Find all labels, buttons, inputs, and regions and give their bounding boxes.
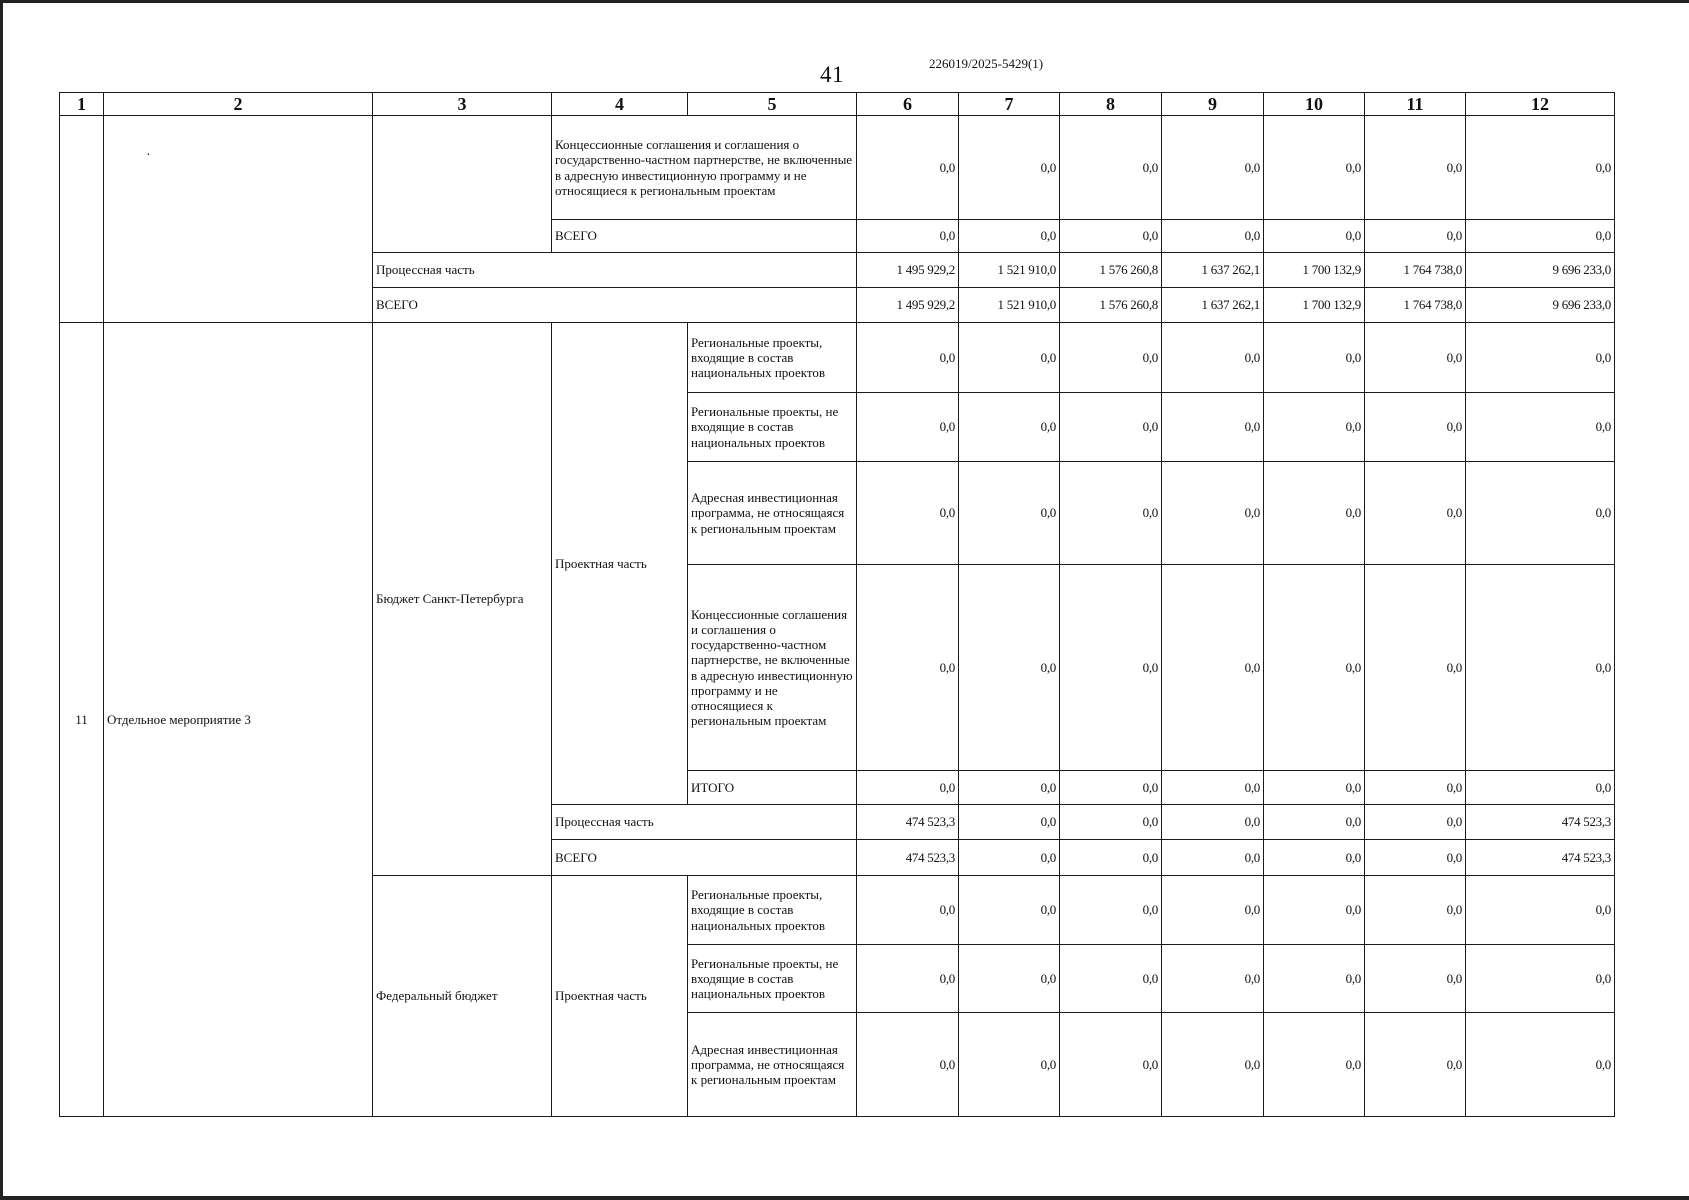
value-cell: 0,0 (959, 876, 1060, 945)
value-cell: 0,0 (1162, 840, 1264, 876)
row-label: ВСЕГО (552, 220, 857, 253)
funding-source: Бюджет Санкт-Петербурга (373, 323, 552, 876)
value-cell: 0,0 (1264, 393, 1365, 462)
value-cell: 0,0 (1264, 116, 1365, 220)
registration-number: 226019/2025-5429(1) (929, 56, 1044, 71)
column-header-6: 6 (857, 93, 959, 116)
value-cell: 1 637 262,1 (1162, 288, 1264, 323)
value-cell: 0,0 (1264, 220, 1365, 253)
value-cell: 9 696 233,0 (1466, 288, 1615, 323)
value-cell: 0,0 (857, 323, 959, 393)
row-label: ИТОГО (688, 771, 857, 805)
value-cell: 0,0 (1162, 220, 1264, 253)
value-cell: 474 523,3 (1466, 805, 1615, 840)
value-cell: 0,0 (1264, 565, 1365, 771)
value-cell: 1 576 260,8 (1060, 288, 1162, 323)
column-header-3: 3 (373, 93, 552, 116)
value-cell: 1 637 262,1 (1162, 253, 1264, 288)
table-row (60, 323, 1615, 393)
page-number: 41 (820, 62, 844, 87)
column-header-7: 7 (959, 93, 1060, 116)
value-cell: 0,0 (959, 323, 1060, 393)
column-header-12: 12 (1466, 93, 1615, 116)
value-cell: 0,0 (959, 771, 1060, 805)
value-cell: 1 700 132,9 (1264, 253, 1365, 288)
value-cell: 0,0 (1365, 220, 1466, 253)
value-cell: 0,0 (1466, 393, 1615, 462)
value-cell: 0,0 (1162, 565, 1264, 771)
value-cell: 0,0 (1264, 1013, 1365, 1117)
row-label: Региональные проекты, не входящие в состав национальных проектов (688, 945, 857, 1013)
scan-border-left (0, 0, 3, 1200)
value-cell: 0,0 (1162, 805, 1264, 840)
value-cell: 0,0 (1466, 876, 1615, 945)
value-cell: 0,0 (1060, 840, 1162, 876)
row-label: Региональные проекты, входящие в состав национальных проектов (688, 876, 857, 945)
value-cell: 0,0 (1264, 945, 1365, 1013)
value-cell: 0,0 (857, 462, 959, 565)
column-header-8: 8 (1060, 93, 1162, 116)
value-cell: 0,0 (959, 220, 1060, 253)
value-cell: 0,0 (1162, 1013, 1264, 1117)
value-cell: 474 523,3 (857, 840, 959, 876)
row-label: Адресная инвестиционная программа, не относящаяся к региональным проектам (688, 1013, 857, 1117)
value-cell: 0,0 (857, 116, 959, 220)
value-cell: 1 576 260,8 (1060, 253, 1162, 288)
value-cell: 0,0 (1365, 323, 1466, 393)
value-cell: 0,0 (1365, 1013, 1466, 1117)
row-label: Концессионные соглашения и соглашения о государственно-частном партнерстве, не включенные в адресную инвестиционную программу и не относящиеся к региональным проектам (552, 116, 857, 220)
value-cell: 0,0 (857, 945, 959, 1013)
value-cell: 0,0 (1365, 945, 1466, 1013)
value-cell: 0,0 (959, 462, 1060, 565)
value-cell: 0,0 (1060, 565, 1162, 771)
value-cell: 0,0 (959, 805, 1060, 840)
value-cell: 0,0 (1060, 462, 1162, 565)
value-cell: 0,0 (857, 876, 959, 945)
row-label: Концессионные соглашения и соглашения о государственно-частном партнерстве, не включенные в адресную инвестиционную программу и не относящиеся к региональным проектам (688, 565, 857, 771)
value-cell: 9 696 233,0 (1466, 253, 1615, 288)
value-cell: 0,0 (1060, 116, 1162, 220)
value-cell: 474 523,3 (857, 805, 959, 840)
column-header-9: 9 (1162, 93, 1264, 116)
value-cell: 0,0 (1466, 323, 1615, 393)
value-cell: 0,0 (1060, 1013, 1162, 1117)
value-cell: 0,0 (1264, 876, 1365, 945)
value-cell: 0,0 (1162, 945, 1264, 1013)
value-cell: 0,0 (1162, 462, 1264, 565)
value-cell: 0,0 (959, 840, 1060, 876)
value-cell: 0,0 (959, 945, 1060, 1013)
value-cell: 0,0 (1365, 771, 1466, 805)
value-cell: 0,0 (1162, 323, 1264, 393)
value-cell: 0,0 (959, 1013, 1060, 1117)
value-cell: 0,0 (1466, 771, 1615, 805)
scan-border-bottom (0, 1196, 1689, 1200)
value-cell: 474 523,3 (1466, 840, 1615, 876)
row-label: Процессная часть (373, 253, 857, 288)
cell-col3-continued (373, 116, 552, 253)
value-cell: 0,0 (1365, 876, 1466, 945)
value-cell: 1 495 929,2 (857, 253, 959, 288)
value-cell: 0,0 (1365, 565, 1466, 771)
value-cell: 0,0 (1466, 462, 1615, 565)
column-header-11: 11 (1365, 93, 1466, 116)
value-cell: 0,0 (1162, 116, 1264, 220)
value-cell: 0,0 (1466, 116, 1615, 220)
row-label: Процессная часть (552, 805, 857, 840)
value-cell: 0,0 (1466, 945, 1615, 1013)
header-row (60, 93, 1615, 116)
value-cell: 1 700 132,9 (1264, 288, 1365, 323)
value-cell: 0,0 (857, 565, 959, 771)
row-label: ВСЕГО (552, 840, 857, 876)
value-cell: 0,0 (1060, 805, 1162, 840)
scan-border-top (0, 0, 1689, 3)
row-label: Адресная инвестиционная программа, не относящаяся к региональным проектам (688, 462, 857, 565)
value-cell: 0,0 (1264, 462, 1365, 565)
value-cell: 0,0 (857, 771, 959, 805)
value-cell: 0,0 (1060, 220, 1162, 253)
value-cell: 1 521 910,0 (959, 253, 1060, 288)
value-cell: 0,0 (1060, 323, 1162, 393)
row-label: Региональные проекты, не входящие в состав национальных проектов (688, 393, 857, 462)
cell-col1-continued (60, 116, 104, 323)
value-cell: 0,0 (1162, 771, 1264, 805)
event-number: 11 (60, 323, 104, 1117)
value-cell: 0,0 (1466, 565, 1615, 771)
project-part-label: Проектная часть (552, 876, 688, 1117)
value-cell: 0,0 (857, 220, 959, 253)
value-cell: 0,0 (1060, 945, 1162, 1013)
budget-table (59, 92, 1615, 1117)
stray-mark: · (146, 148, 151, 163)
row-label: Региональные проекты, входящие в состав национальных проектов (688, 323, 857, 393)
value-cell: 0,0 (1365, 805, 1466, 840)
value-cell: 1 521 910,0 (959, 288, 1060, 323)
value-cell: 0,0 (1466, 1013, 1615, 1117)
column-header-1: 1 (60, 93, 104, 116)
value-cell: 0,0 (857, 1013, 959, 1117)
column-header-2: 2 (104, 93, 373, 116)
value-cell: 0,0 (1365, 116, 1466, 220)
row-label: ВСЕГО (373, 288, 857, 323)
value-cell: 0,0 (1264, 805, 1365, 840)
value-cell: 0,0 (1060, 876, 1162, 945)
column-header-10: 10 (1264, 93, 1365, 116)
value-cell: 0,0 (1365, 393, 1466, 462)
value-cell: 0,0 (959, 393, 1060, 462)
value-cell: 0,0 (959, 116, 1060, 220)
column-header-5: 5 (688, 93, 857, 116)
value-cell: 1 495 929,2 (857, 288, 959, 323)
value-cell: 1 764 738,0 (1365, 288, 1466, 323)
value-cell: 0,0 (1365, 840, 1466, 876)
column-header-4: 4 (552, 93, 688, 116)
value-cell: 0,0 (1264, 840, 1365, 876)
value-cell: 0,0 (1264, 771, 1365, 805)
value-cell: 0,0 (1162, 393, 1264, 462)
value-cell: 0,0 (1162, 876, 1264, 945)
value-cell: 0,0 (1365, 462, 1466, 565)
value-cell: 0,0 (959, 565, 1060, 771)
value-cell: 0,0 (1264, 323, 1365, 393)
cell-col2-continued (104, 116, 373, 323)
value-cell: 0,0 (857, 393, 959, 462)
value-cell: 0,0 (1060, 771, 1162, 805)
event-name: Отдельное мероприятие 3 (104, 323, 373, 1117)
table-row-concession-top (60, 116, 1615, 220)
project-part-label: Проектная часть (552, 323, 688, 805)
value-cell: 0,0 (1466, 220, 1615, 253)
funding-source: Федеральный бюджет (373, 876, 552, 1117)
value-cell: 0,0 (1060, 393, 1162, 462)
value-cell: 1 764 738,0 (1365, 253, 1466, 288)
